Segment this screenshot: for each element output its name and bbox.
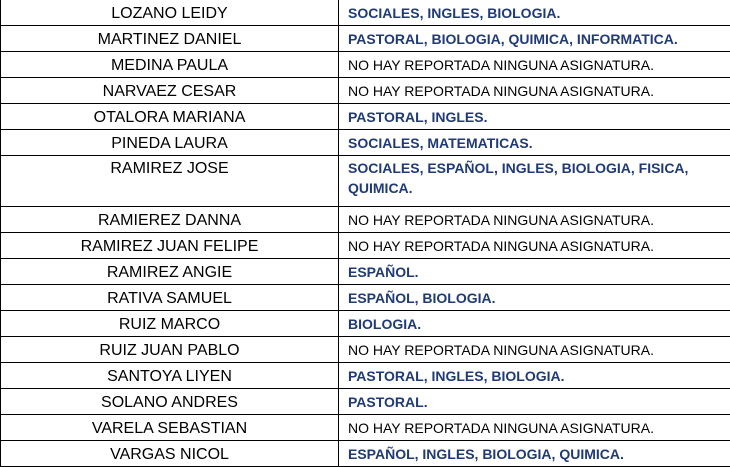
table-row — [1, 233, 730, 259]
student-subjects: SOCIALES, ESPAÑOL, INGLES, BIOLOGIA, FISICA, QUIMICA. — [339, 156, 730, 207]
table-row — [1, 285, 730, 311]
student-subjects: NO HAY REPORTADA NINGUNA ASIGNATURA. — [339, 233, 730, 259]
student-subjects: NO HAY REPORTADA NINGUNA ASIGNATURA. — [339, 337, 730, 363]
student-name: OTALORA MARIANA — [1, 104, 339, 130]
table-row — [1, 130, 730, 156]
table-row — [1, 52, 730, 78]
student-name: LOZANO LEIDY — [1, 0, 339, 26]
student-subjects: NO HAY REPORTADA NINGUNA ASIGNATURA. — [339, 207, 730, 233]
table-row — [1, 78, 730, 104]
student-name: RAMIEREZ DANNA — [1, 207, 339, 233]
student-name: NARVAEZ CESAR — [1, 78, 339, 104]
table-row — [1, 104, 730, 130]
student-subjects: SOCIALES, INGLES, BIOLOGIA. — [339, 0, 730, 26]
student-name: MARTINEZ DANIEL — [1, 26, 339, 52]
table-row — [1, 363, 730, 389]
student-name: MEDINA PAULA — [1, 52, 339, 78]
student-name: RUIZ MARCO — [1, 311, 339, 337]
table-row — [1, 26, 730, 52]
student-subjects: ESPAÑOL, BIOLOGIA. — [339, 285, 730, 311]
student-subjects: BIOLOGIA. — [339, 311, 730, 337]
student-name: PINEDA LAURA — [1, 130, 339, 156]
student-subjects: NO HAY REPORTADA NINGUNA ASIGNATURA. — [339, 52, 730, 78]
table-row — [1, 311, 730, 337]
student-name: VARGAS NICOL — [1, 441, 339, 467]
student-subjects: NO HAY REPORTADA NINGUNA ASIGNATURA. — [339, 415, 730, 441]
student-name: RAMIREZ JOSE — [1, 156, 339, 207]
student-subjects: PASTORAL, INGLES, BIOLOGIA. — [339, 363, 730, 389]
table-row — [1, 389, 730, 415]
student-name: RAMIREZ ANGIE — [1, 259, 339, 285]
table-row — [1, 156, 730, 207]
student-subjects: PASTORAL, BIOLOGIA, QUIMICA, INFORMATICA. — [339, 26, 730, 52]
student-name: SANTOYA LIYEN — [1, 363, 339, 389]
table-row — [1, 0, 730, 26]
student-name: RAMIREZ JUAN FELIPE — [1, 233, 339, 259]
student-subjects: ESPAÑOL. — [339, 259, 730, 285]
table-row — [1, 441, 730, 467]
student-name: RUIZ JUAN PABLO — [1, 337, 339, 363]
student-subjects: PASTORAL, INGLES. — [339, 104, 730, 130]
table-row — [1, 259, 730, 285]
table-row — [1, 207, 730, 233]
table-row — [1, 337, 730, 363]
student-subjects: NO HAY REPORTADA NINGUNA ASIGNATURA. — [339, 78, 730, 104]
student-name: SOLANO ANDRES — [1, 389, 339, 415]
table-row — [1, 415, 730, 441]
student-name: VARELA SEBASTIAN — [1, 415, 339, 441]
student-subjects: SOCIALES, MATEMATICAS. — [339, 130, 730, 156]
student-subjects: ESPAÑOL, INGLES, BIOLOGIA, QUIMICA. — [339, 441, 730, 467]
student-name: RATIVA SAMUEL — [1, 285, 339, 311]
student-subjects: PASTORAL. — [339, 389, 730, 415]
